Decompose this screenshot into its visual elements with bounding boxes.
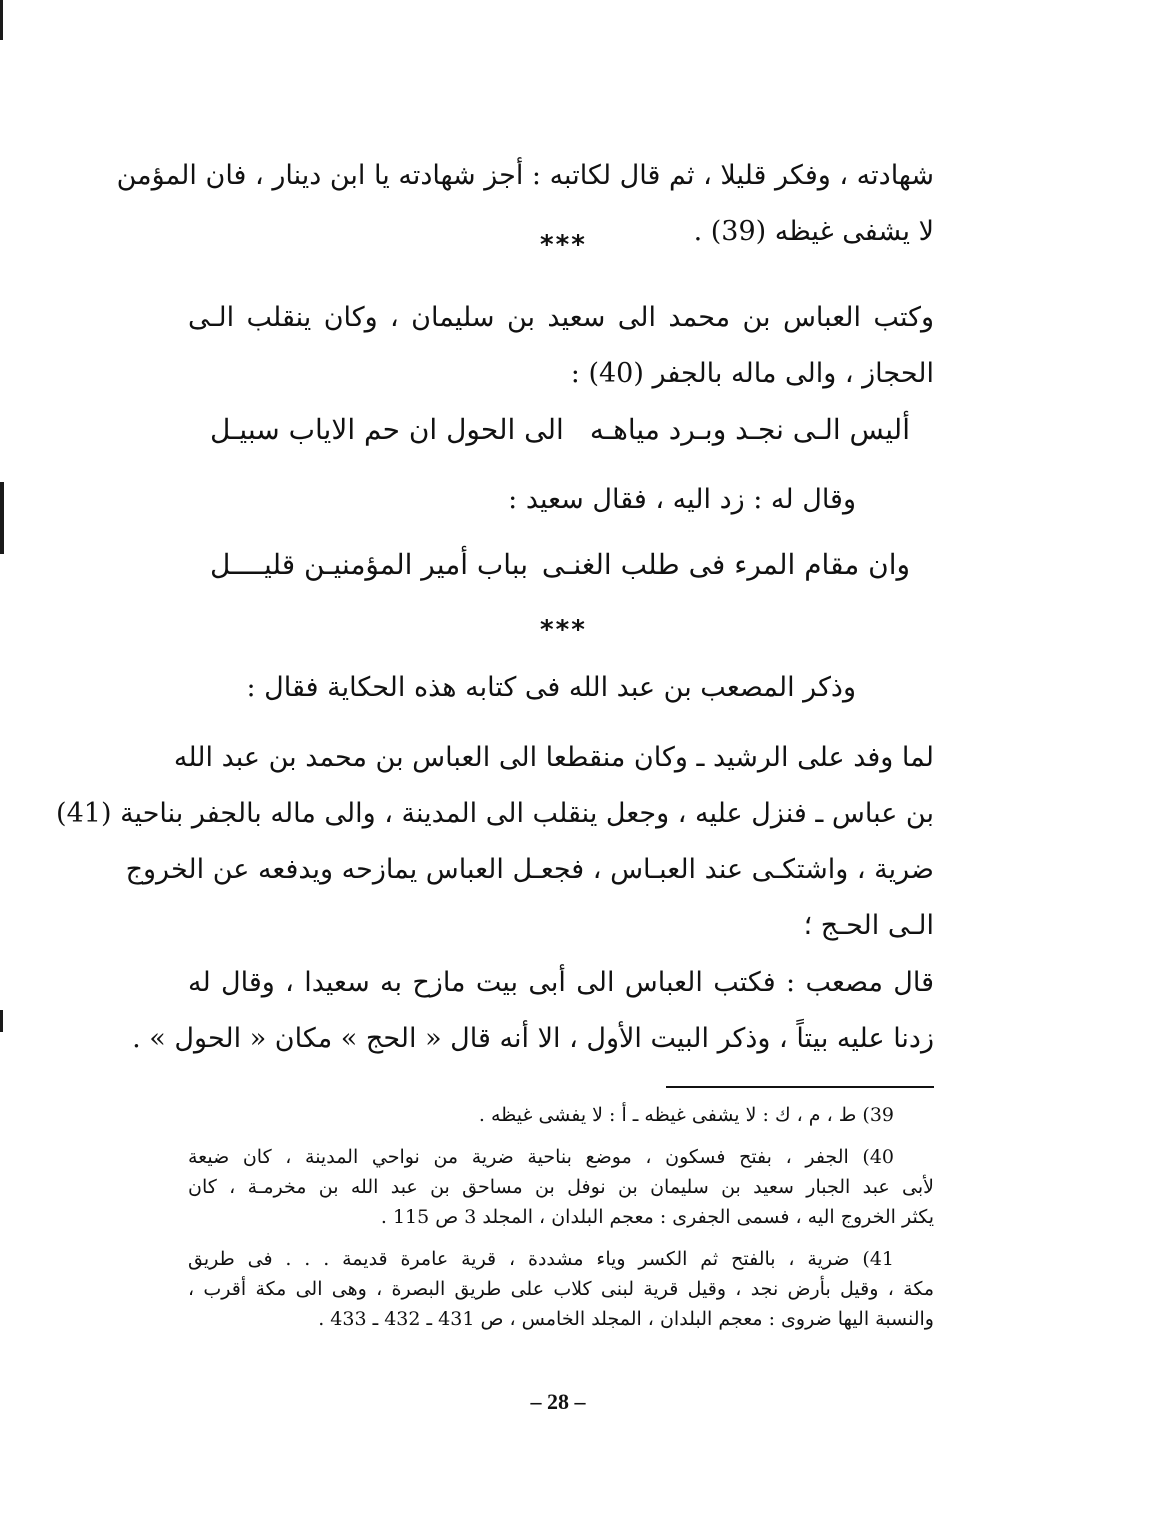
footnote-line: لأبى عبد الجبار سعيد بن سليمان بن نوفل بن مساحق بن عبد الله بن مخرمـة ، كان (188, 1176, 934, 1198)
footnote-line: 39) ط ، م ، ك : لا يشفى غيظه ـ أ : لا يفشى غيظه . (478, 1104, 894, 1126)
paragraph-3 (188, 472, 934, 528)
footnote-41 (188, 1244, 934, 1334)
poem-verse-2 (210, 545, 910, 585)
verse-hemistich-second: الى الحول ان حم الاياب سبيـل (210, 413, 564, 446)
footnote-line: مكة ، وقيل بأرض نجد ، وقيل قرية لبنى كلاب على طريق البصرة ، وهى الى مكة أقرب ، (188, 1278, 934, 1300)
text-line: زدنا عليه بيتاً ، وذكر البيت الأول ، الا أنه قال « الحج » مكان « الحول » . (132, 1023, 934, 1054)
text-line: لما وفد على الرشيد ـ وكان منقطعا الى العباس بن محمد بن عبد الله (173, 742, 934, 773)
scan-edge-mark (0, 1010, 3, 1032)
paragraph-4 (188, 660, 934, 716)
text-line: بن عباس ـ فنزل عليه ، وجعل ينقلب الى المدينة ، والى ماله بالجفر بناحية (41) (56, 798, 934, 829)
text-line: ضرية ، واشتكـى عند العبـاس ، فجعـل العباس يمازحه ويدفعه عن الخروج (125, 854, 934, 885)
page-number: – 28 – (530, 1389, 586, 1414)
text-line: شهادته ، وفكر قليلا ، ثم قال لكاتبه : أجز شهادته يا ابن دينار ، فان المؤمن (116, 160, 934, 191)
footnote-line: 41) ضرية ، بالفتح ثم الكسر وياء مشددة ، قرية عامرة قديمة . . . فى طريق (188, 1248, 894, 1270)
footnote-line: يكثر الخروج اليه ، فسمى الجفرى : معجم البلدان ، المجلد 3 ص 115 . (380, 1206, 934, 1228)
footnote-divider (666, 1086, 934, 1088)
scan-edge-mark (0, 482, 4, 554)
paragraph-6 (132, 955, 934, 1067)
paragraph-2 (188, 290, 934, 402)
text-line: قال مصعب : فكتب العباس الى أبى بيت مازح به سعيدا ، وقال له (188, 967, 934, 998)
text-line: الـى الحـج ؛ (803, 910, 934, 941)
paragraph-5 (56, 730, 934, 954)
verse-hemistich-second: بباب أمير المؤمنيـن قليــــل (210, 548, 529, 581)
footnote-40 (188, 1142, 934, 1232)
text-line: وقال له : زد اليه ، فقال سعيد : (508, 484, 856, 515)
scan-edge-mark (0, 0, 3, 40)
text-line: وذكر المصعب بن عبد الله فى كتابه هذه الحكاية فقال : (246, 672, 856, 703)
poem-verse-1 (210, 410, 910, 450)
footnotes (188, 1100, 934, 1346)
text-line: وكتب العباس بن محمد الى سعيد بن سليمان ، وكان ينقلب الـى (188, 302, 934, 333)
footnote-line: والنسبة اليها ضروى : معجم البلدان ، المجلد الخامس ، ص 431 ـ 432 ـ 433 . (318, 1308, 934, 1330)
section-separator: *** (540, 615, 587, 645)
footnote-39 (188, 1100, 934, 1130)
text-line: لا يشفى غيظه (39) . (693, 216, 934, 247)
footnote-line: 40) الجفر ، بفتح فسكون ، موضع بناحية ضرية من نواحي المدينة ، كان ضيعة (188, 1146, 894, 1168)
text-line: الحجاز ، والى ماله بالجفر (40) : (570, 358, 934, 389)
section-separator: *** (540, 230, 587, 260)
verse-hemistich-first: أليس الـى نجـد وبـرد مياهـه (589, 413, 910, 446)
verse-hemistich-first: وان مقام المرء فى طلب الغنـى (541, 548, 910, 581)
